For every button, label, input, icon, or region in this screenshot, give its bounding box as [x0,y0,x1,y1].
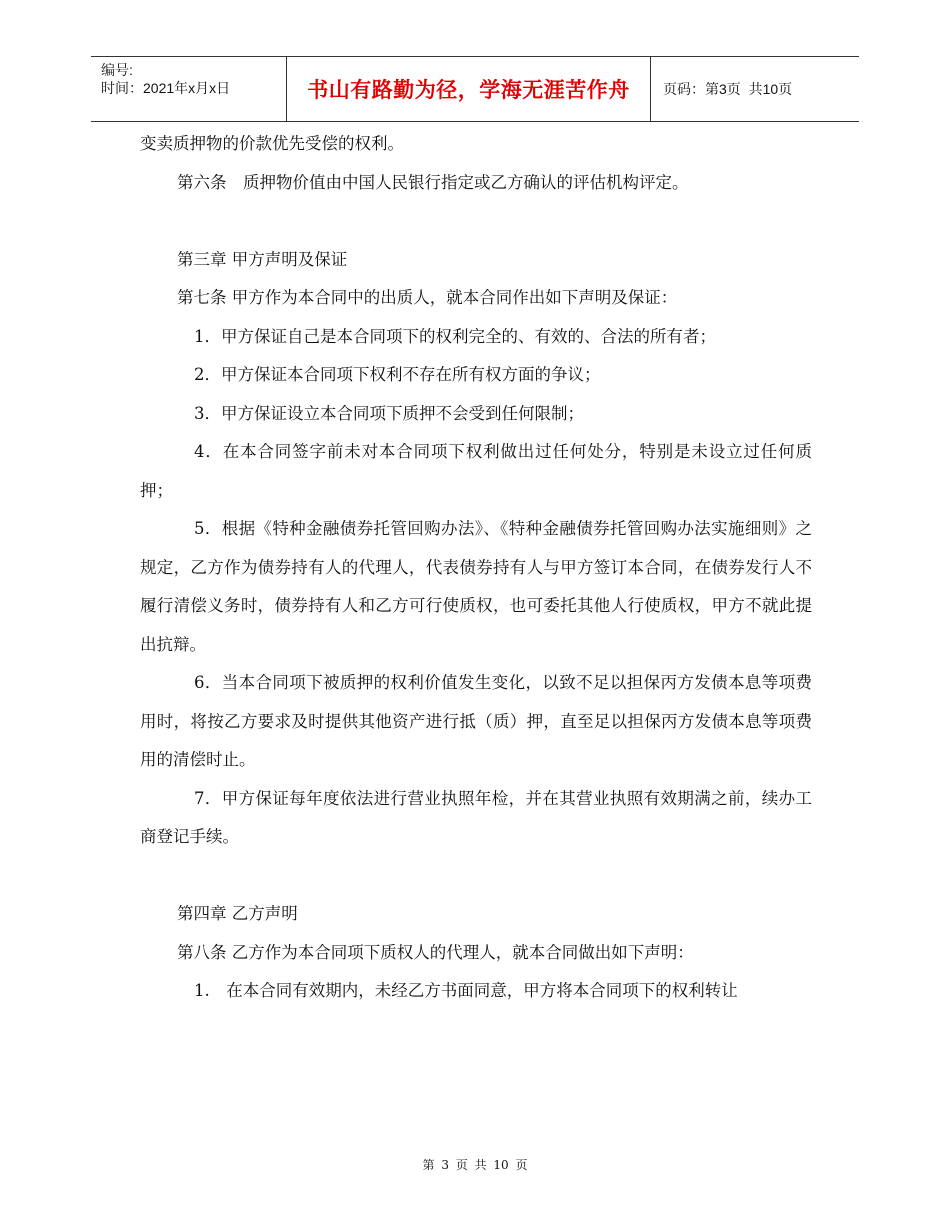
number-label: 编号: [101,62,133,78]
list-item: 1．甲方保证自己是本合同项下的权利完全的、有效的、合法的所有者； [194,326,716,346]
list-item: 4．在本合同签字前未对本合同项下权利做出过任何处分，特别是未设立过任何质押； [140,442,812,500]
list-item: 1. 在本合同有效期内，未经乙方书面同意，甲方将本合同项下的权利转让 [194,981,738,1000]
header-motto [286,57,651,121]
page-label: 页码：第3页 共10页 [663,81,793,97]
date-label: 时间：2021年x月x日 [101,80,231,96]
list-item: 6．当本合同项下被质押的权利价值发生变化，以致不足以担保丙方发债本息等项费用时，将按乙方要求及时提供其他资产进行抵（质）押，直至足以担保丙方发债本息等项费用的清偿时止。 [140,673,812,769]
motto-text: 书山有路勤为径，学海无涯苦作舟 [307,78,630,102]
article-eight: 第八条 乙方作为本合同项下质权人的代理人，就本合同做出如下声明： [177,942,694,962]
page-header [91,56,859,122]
list-item: 2．甲方保证本合同项下权利不存在所有权方面的争议； [194,365,601,384]
spacer [140,202,812,241]
list-item: 5．根据《特种金融债券托管回购办法》、《特种金融债券托管回购办法实施细则》之规定，乙方作为债券持有人的代理人，代表债券持有人与甲方签订本合同，在债券发行人不履行清偿义务时，债券持有人和乙方可行使质权，也可委托其他人行使质权，甲方不就此提出抗辩。 [140,519,812,654]
chapter-three-heading: 第三章 甲方声明及保证 [177,249,348,269]
header-meta [91,57,286,121]
article-seven: 第七条 甲方作为本合同中的出质人，就本合同作出如下声明及保证： [177,288,678,307]
header-page-info [651,57,859,121]
document-body [140,125,812,1011]
article-six: 第六条 质押物价值由中国人民银行指定或乙方确认的评估机构评定。 [177,172,689,192]
page-footer [0,1156,950,1173]
list-item: 7．甲方保证每年度依法进行营业执照年检，并在其营业执照有效期满之前，续办工商登记手续。 [140,788,812,846]
footer-page-number: 第 3 页 共 10 页 [422,1158,528,1172]
spacer [140,857,812,896]
list-item: 3．甲方保证设立本合同项下质押不会受到任何限制； [194,403,584,423]
chapter-four-heading: 第四章 乙方声明 [177,904,298,923]
paragraph: 变卖质押物的价款优先受偿的权利。 [140,134,404,153]
